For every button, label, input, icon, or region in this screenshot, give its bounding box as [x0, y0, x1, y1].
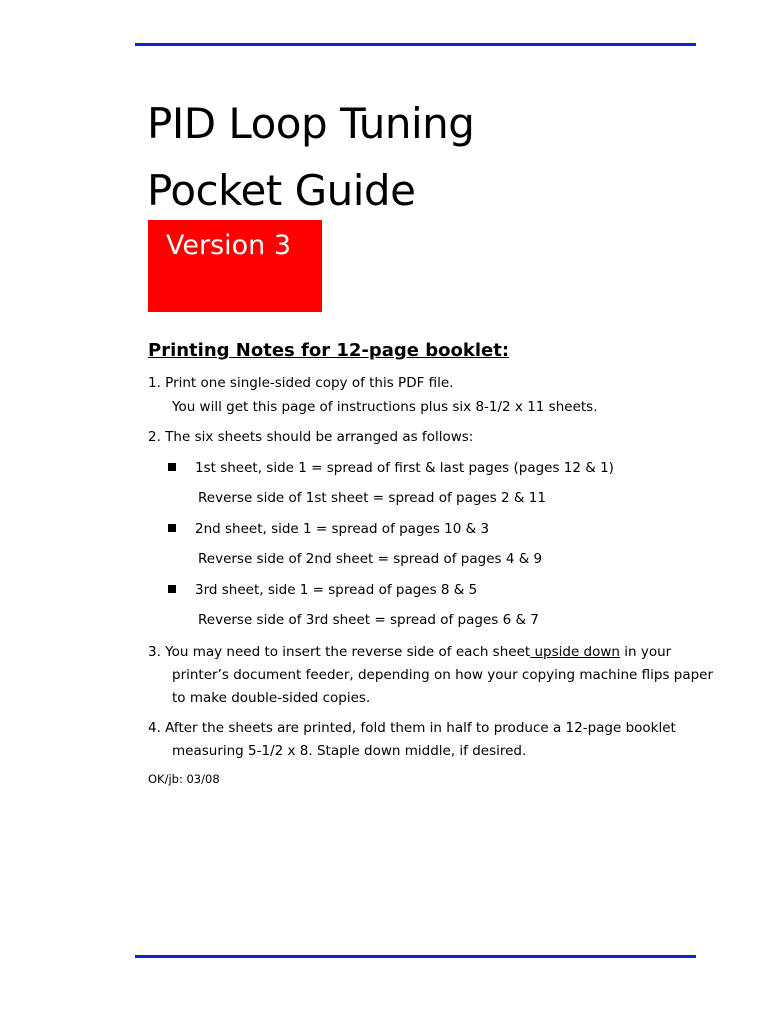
note-3-text-after: in your	[619, 644, 672, 660]
note-3-line-1	[148, 644, 671, 660]
bullet-square-icon	[168, 585, 176, 593]
note-3-line-2: printer’s document feeder, depending on how your copying machine flips paper	[172, 667, 714, 683]
bottom-rule	[135, 955, 696, 958]
bullet-3-reverse: Reverse side of 3rd sheet = spread of pages 6 & 7	[198, 612, 539, 628]
bullet-1-reverse: Reverse side of 1st sheet = spread of pages 2 & 11	[198, 490, 546, 506]
note-4-line-2: measuring 5-1/2 x 8. Staple down middle, if desired.	[172, 743, 527, 759]
note-3-line-3: to make double-sided copies.	[172, 690, 371, 706]
title-line-1: PID Loop Tuning	[147, 99, 475, 148]
note-4-line-1: 4. After the sheets are printed, fold them in half to produce a 12-page booklet	[148, 720, 676, 736]
bullet-square-icon	[168, 524, 176, 532]
bullet-2-text: 2nd sheet, side 1 = spread of pages 10 & 3	[195, 521, 490, 537]
version-label: Version 3	[166, 230, 292, 261]
note-1-line-2: You will get this page of instructions plus six 8-1/2 x 11 sheets.	[172, 399, 598, 415]
printing-notes-heading: Printing Notes for 12-page booklet:	[148, 340, 510, 361]
signoff-text: OK/jb: 03/08	[148, 772, 220, 786]
note-3-underlined-text: upside down	[530, 644, 620, 660]
version-badge	[148, 220, 322, 312]
bullet-2-reverse: Reverse side of 2nd sheet = spread of pages 4 & 9	[198, 551, 543, 567]
bullet-square-icon	[168, 463, 176, 471]
note-2-line-1: 2. The six sheets should be arranged as follows:	[148, 429, 474, 445]
title-line-2: Pocket Guide	[147, 166, 416, 215]
bullet-1-text: 1st sheet, side 1 = spread of first & last pages (pages 12 & 1)	[195, 460, 614, 476]
bullet-3-text: 3rd sheet, side 1 = spread of pages 8 & 5	[195, 582, 478, 598]
top-rule	[135, 43, 696, 46]
note-1-line-1: 1. Print one single-sided copy of this PDF file.	[148, 375, 454, 391]
note-3-text-before: 3. You may need to insert the reverse side of each sheet	[148, 644, 531, 660]
